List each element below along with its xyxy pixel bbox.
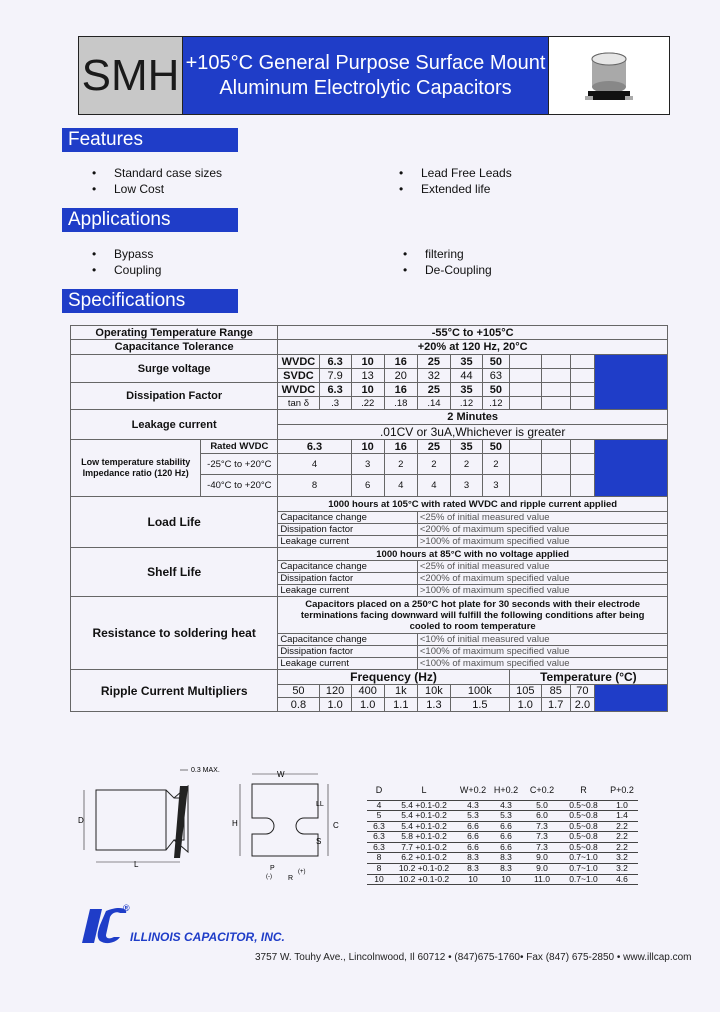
cell: 50 <box>483 355 510 369</box>
blue-filler <box>595 440 668 497</box>
cell: 1.4 <box>606 811 638 822</box>
cell: H+0.2 <box>489 782 523 800</box>
cell: 11.0 <box>523 874 561 885</box>
cell: Dissipation factor <box>278 573 418 585</box>
blue-filler <box>595 355 668 410</box>
cell: 5.4 +0.1-0.2 <box>391 821 457 832</box>
cell: 3 <box>483 475 510 497</box>
product-title <box>183 37 549 114</box>
table-row <box>367 821 638 832</box>
cell: R <box>561 782 606 800</box>
label-c: C <box>333 821 339 830</box>
cell: 2 <box>483 454 510 475</box>
cell: 8 <box>278 475 351 497</box>
cell: 10.2 +0.1-0.2 <box>391 874 457 885</box>
cell: 16 <box>384 440 417 454</box>
cell: <100% of maximum specified value <box>417 658 667 670</box>
cell: <25% of initial measured value <box>417 512 667 524</box>
df-label: Dissipation Factor <box>71 383 278 410</box>
leakage-line2: .01CV or 3uA,Whichever is greater <box>278 425 668 440</box>
table-row <box>367 864 638 875</box>
cell: 6 <box>351 475 384 497</box>
surge-svdc-label: SVDC <box>278 369 319 383</box>
cell: 10 <box>351 440 384 454</box>
cell: 2.0 <box>570 698 595 712</box>
cap-tol-label: Capacitance Tolerance <box>71 340 278 355</box>
cell: 100k <box>450 685 509 698</box>
cell: 1.3 <box>417 698 450 712</box>
cell: 8.3 <box>489 864 523 875</box>
cell: 70 <box>570 685 595 698</box>
cell: 2.2 <box>606 821 638 832</box>
cell: 25 <box>417 440 450 454</box>
label-plus: (+) <box>298 869 306 875</box>
list-item: • Low Cost <box>114 181 222 197</box>
cell: 0.5~0.8 <box>561 811 606 822</box>
cell: 6.3 <box>278 440 351 454</box>
dimensions-table <box>367 782 638 885</box>
table-row <box>367 842 638 853</box>
cell: 1k <box>384 685 417 698</box>
cell: L <box>391 782 457 800</box>
table-row <box>367 811 638 822</box>
cell: >100% of maximum specified value <box>417 585 667 597</box>
cell: W+0.2 <box>457 782 489 800</box>
cell: Leakage current <box>278 536 418 548</box>
cell: 120 <box>319 685 351 698</box>
loadlife-label: Load Life <box>71 497 278 548</box>
cell: .12 <box>483 397 510 410</box>
cell: 20 <box>384 369 417 383</box>
cell: 50 <box>278 685 319 698</box>
cell: 6.6 <box>489 842 523 853</box>
cell: 4 <box>367 800 391 811</box>
cell: 3 <box>450 475 482 497</box>
cell: 16 <box>384 383 417 397</box>
label-l: L <box>134 860 139 869</box>
cell: 8.3 <box>457 853 489 864</box>
cell: Capacitance change <box>278 561 418 573</box>
cell: 5.3 <box>489 811 523 822</box>
cell: Leakage current <box>278 585 418 597</box>
cell: .3 <box>319 397 351 410</box>
cell: .22 <box>351 397 384 410</box>
cell: .14 <box>417 397 450 410</box>
cell: 0.7~1.0 <box>561 864 606 875</box>
cell: D <box>367 782 391 800</box>
list-item: • filtering <box>425 246 492 262</box>
op-temp-label: Operating Temperature Range <box>71 326 278 340</box>
surge-label: Surge voltage <box>71 355 278 383</box>
cell: 35 <box>450 355 482 369</box>
cell: 50 <box>483 440 510 454</box>
op-temp-value: -55°C to +105°C <box>278 326 668 340</box>
features-heading: Features <box>62 128 238 152</box>
solder-label: Resistance to soldering heat <box>71 597 278 670</box>
ripple-label: Ripple Current Multipliers <box>71 670 278 712</box>
cell: 6.6 <box>457 842 489 853</box>
title-line-2: Aluminum Electrolytic Capacitors <box>219 76 512 99</box>
cell: 7.3 <box>523 821 561 832</box>
list-item: • Standard case sizes <box>114 165 222 181</box>
specifications-heading: Specifications <box>62 289 238 313</box>
cell: 4.6 <box>606 874 638 885</box>
cell: 10 <box>457 874 489 885</box>
cell: 25 <box>417 383 450 397</box>
temp-label: Temperature (°C) <box>509 670 667 685</box>
cell: 6.3 <box>367 821 391 832</box>
table-row <box>367 874 638 885</box>
cell: 0.5~0.8 <box>561 832 606 843</box>
table-row <box>367 832 638 843</box>
header-banner <box>78 36 670 115</box>
cell: 10.2 +0.1-0.2 <box>391 864 457 875</box>
table-row <box>367 853 638 864</box>
cell: 6.6 <box>489 821 523 832</box>
cell: C+0.2 <box>523 782 561 800</box>
cell: .12 <box>450 397 482 410</box>
rated-label: Rated WVDC <box>201 440 278 454</box>
series-code: SMH <box>79 37 183 114</box>
cell: 4 <box>278 454 351 475</box>
features-list-right <box>421 165 512 197</box>
cell: 44 <box>450 369 482 383</box>
cell: 8.3 <box>457 864 489 875</box>
label-ll: LL <box>316 801 324 808</box>
list-item: • De-Coupling <box>425 262 492 278</box>
r2-label: -40°C to +20°C <box>201 475 278 497</box>
cell: <100% of maximum specified value <box>417 646 667 658</box>
label-p: P <box>270 865 275 872</box>
cell: 8.3 <box>489 853 523 864</box>
shelflife-label: Shelf Life <box>71 548 278 597</box>
shelflife-cond: 1000 hours at 85°C with no voltage applied <box>278 548 668 561</box>
cell: .18 <box>384 397 417 410</box>
cell: 1.7 <box>541 698 570 712</box>
cell: 2 <box>384 454 417 475</box>
cell: 32 <box>417 369 450 383</box>
cell: 1.0 <box>509 698 541 712</box>
cell: 9.0 <box>523 853 561 864</box>
cell: 7.3 <box>523 832 561 843</box>
cell: 10k <box>417 685 450 698</box>
cell: 10 <box>351 355 384 369</box>
title-line-1: +105°C General Purpose Surface Mount <box>185 51 546 74</box>
cell: 3.2 <box>606 853 638 864</box>
label-03max: 0.3 MAX. <box>191 767 220 774</box>
cell: 2.2 <box>606 832 638 843</box>
list-item: • Bypass <box>114 246 161 262</box>
cell: 4 <box>417 475 450 497</box>
cell: 6.6 <box>489 832 523 843</box>
cell: 0.7~1.0 <box>561 853 606 864</box>
leakage-line1: 2 Minutes <box>278 410 668 425</box>
cell: 8 <box>367 853 391 864</box>
applications-heading: Applications <box>62 208 238 232</box>
cell: 9.0 <box>523 864 561 875</box>
cell: 4.3 <box>457 800 489 811</box>
df-tan-label: tan δ <box>278 397 319 410</box>
label-s: S <box>316 837 322 846</box>
label-h: H <box>232 819 238 828</box>
cell: 1.5 <box>450 698 509 712</box>
solder-cond: Capacitors placed on a 250°C hot plate for 30 seconds with their electrode terminations facing downward will fulfill the following conditions after being cooled to room temperature <box>278 597 668 634</box>
cell: 7.7 +0.1-0.2 <box>391 842 457 853</box>
label-minus: (-) <box>266 874 272 880</box>
blue-filler <box>595 685 668 712</box>
cell: 0.5~0.8 <box>561 800 606 811</box>
cell: 5.0 <box>523 800 561 811</box>
cell: 6.3 <box>367 842 391 853</box>
cell: 0.7~1.0 <box>561 874 606 885</box>
cell: 5 <box>367 811 391 822</box>
cell: Leakage current <box>278 658 418 670</box>
cell: Dissipation factor <box>278 524 418 536</box>
list-item: • Coupling <box>114 262 161 278</box>
cell: 4.3 <box>489 800 523 811</box>
cell: 10 <box>351 383 384 397</box>
label-d: D <box>78 816 84 825</box>
cap-tol-value: +20% at 120 Hz, 20°C <box>278 340 668 355</box>
company-logo <box>80 903 128 945</box>
list-item: • Lead Free Leads <box>421 165 512 181</box>
table-row <box>367 782 638 800</box>
cell: 7.3 <box>523 842 561 853</box>
registered-mark: ® <box>123 903 130 913</box>
label-w: W <box>277 770 285 779</box>
cell: <25% of initial measured value <box>417 561 667 573</box>
cell: 10 <box>367 874 391 885</box>
cell: 2 <box>450 454 482 475</box>
cell: <200% of maximum specified value <box>417 573 667 585</box>
applications-list-right <box>425 246 492 278</box>
cell: P+0.2 <box>606 782 638 800</box>
cell: <200% of maximum specified value <box>417 524 667 536</box>
cell: 6.6 <box>457 821 489 832</box>
cell: 105 <box>509 685 541 698</box>
cell: 13 <box>351 369 384 383</box>
cell: 400 <box>351 685 384 698</box>
df-wvdc-label: WVDC <box>278 383 319 397</box>
cell: 3.2 <box>606 864 638 875</box>
cell: 6.3 <box>367 832 391 843</box>
cell: 35 <box>450 383 482 397</box>
table-row <box>367 800 638 811</box>
cell: 1.0 <box>606 800 638 811</box>
cell: 5.4 +0.1-0.2 <box>391 800 457 811</box>
cell: 6.3 <box>319 355 351 369</box>
cell: 85 <box>541 685 570 698</box>
list-item: • Extended life <box>421 181 512 197</box>
cell: 5.3 <box>457 811 489 822</box>
cell: 3 <box>351 454 384 475</box>
cell: 7.9 <box>319 369 351 383</box>
cell: 8 <box>367 864 391 875</box>
freq-label: Frequency (Hz) <box>278 670 509 685</box>
cell: 0.8 <box>278 698 319 712</box>
capacitor-image <box>549 37 669 114</box>
cell: <10% of initial measured value <box>417 634 667 646</box>
cell: 5.4 +0.1-0.2 <box>391 811 457 822</box>
cell: 6.2 +0.1-0.2 <box>391 853 457 864</box>
cell: 35 <box>450 440 482 454</box>
leakage-label: Leakage current <box>71 410 278 440</box>
dimension-drawing <box>70 760 365 885</box>
applications-list-left <box>114 246 161 278</box>
cell: 10 <box>489 874 523 885</box>
cell: 0.5~0.8 <box>561 821 606 832</box>
features-list-left <box>114 165 222 197</box>
cell: 6.0 <box>523 811 561 822</box>
loadlife-cond: 1000 hours at 105°C with rated WVDC and ripple current applied <box>278 497 668 512</box>
surge-wvdc-label: WVDC <box>278 355 319 369</box>
cell: Capacitance change <box>278 634 418 646</box>
cell: 1.0 <box>351 698 384 712</box>
cell: 6.6 <box>457 832 489 843</box>
company-address: 3757 W. Touhy Ave., Lincolnwood, Il 60712 • (847)675-1760• Fax (847) 675-2850 • www.illcap.com <box>255 952 692 963</box>
cell: Capacitance change <box>278 512 418 524</box>
cell: 5.8 +0.1-0.2 <box>391 832 457 843</box>
lowtemp-label: Low temperature stability Impedance ratio (120 Hz) <box>71 440 201 497</box>
r1-label: -25°C to +20°C <box>201 454 278 475</box>
cell: >100% of maximum specified value <box>417 536 667 548</box>
cell: 1.1 <box>384 698 417 712</box>
cell: 4 <box>384 475 417 497</box>
cell: 63 <box>483 369 510 383</box>
cell: Dissipation factor <box>278 646 418 658</box>
cell: 1.0 <box>319 698 351 712</box>
cell: 2 <box>417 454 450 475</box>
cell: 0.5~0.8 <box>561 842 606 853</box>
cell: 16 <box>384 355 417 369</box>
cell: 50 <box>483 383 510 397</box>
cell: 6.3 <box>319 383 351 397</box>
label-r: R <box>288 875 294 882</box>
cell: 2.2 <box>606 842 638 853</box>
cell: 25 <box>417 355 450 369</box>
specifications-table <box>70 325 668 712</box>
company-name: ILLINOIS CAPACITOR, INC. <box>130 930 285 944</box>
